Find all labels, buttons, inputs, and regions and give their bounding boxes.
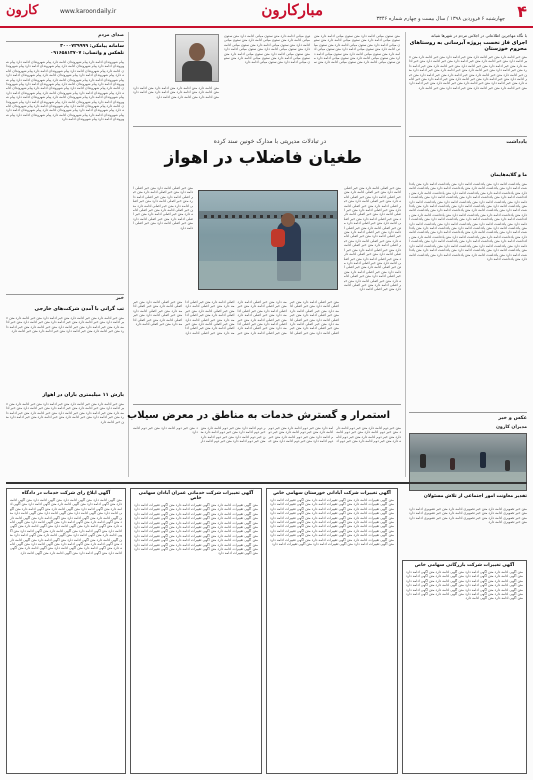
main-story-body-col1: متن خبر اصلی ادامه دارد متن خبر اصلی ادامه دارد متن خبر اصلی ادامه دارد متن خبر اصلی ادامه دارد متن خبر اصلی ادامه دارد متن خبر اصلی ادامه دارد متن خبر اصلی ادامه دارد متن خبر اصلی ادامه دارد متن خبر اصلی ادامه دارد متن خبر اصلی ادامه دارد متن خبر اصلی ادامه دارد متن خبر اصلی ادامه دارد متن خبر اصلی ادامه دارد متن خبر اصلی ادامه دارد متن خبر اصلی ادامه دارد متن خبر اصلی ادامه دارد متن خبر اصلی ادامه دارد متن خبر اصلی ادامه دارد متن خبر اصلی ادامه دارد متن خبر اصلی ادامه دارد متن خبر اصلی ادامه دارد متن خبر اصلی ادامه دارد متن خبر اصلی ادامه دارد متن خبر اصلی ادامه دارد متن خبر اصلی ادامه دارد متن خبر اصلی ادامه دارد متن خبر اصلی ادامه دارد متن خبر اصلی ادامه دارد متن خبر اصلی ادامه دارد متن خبر اصلی ادامه دارد متن خبر اصلی ادامه دارد متن خبر اصلی ادامه دارد متن خبر اصلی ادامه دارد متن خبر اصلی ادامه دارد متن خبر اصلی ادامه دارد متن خبر اصلی ادامه دارد متن خبر اصلی ادامه دارد [344, 186, 401, 292]
divider [133, 126, 401, 127]
ad-title: آگهی تغییرات شرکت آبادانی خوزستان سهامی خاص [273, 491, 391, 496]
ad-box-2 [130, 488, 262, 774]
top-center-body: متن ستون میانی ادامه دارد متن ستون میانی ادامه دارد متن ستون میانی ادامه دارد متن ستون میانی ادامه دارد متن ستون میانی ادامه دارد متن ستون میانی ادامه دارد متن ستون میانی ادامه دارد متن ستون میانی ادامه دارد متن ستون میانی ادامه دارد متن ستون میانی ادامه دارد متن ستون میانی ادامه دارد متن ستون میانی ادامه دارد متن ستون میانی ادامه دارد متن ستون میانی ادامه دارد متن ستون میانی ادامه دارد متن ستون میانی ادامه دارد متن ستون میانی ادامه دارد متن ستون میانی ادامه دارد متن ستون میانی ادامه دارد متن ستون میانی ادامه دارد متن ستون میانی ادامه دارد متن ستون میانی ادامه دارد متن ستون میانی ادامه دارد متن ستون میانی ادامه دارد متن ستون میانی ادامه دارد متن ستون میانی ادامه دارد متن ستون میانی ادامه دارد متن ستون میانی ادامه دارد متن ستون میانی ادامه دارد متن ستون میانی ادامه دارد [224, 34, 400, 65]
ad-body: متن آگهی تغییرات ادامه دارد متن آگهی تغییرات ادامه دارد متن آگهی تغییرات ادامه دارد متن آگهی تغییرات ادامه دارد متن آگهی تغییرات ادامه دارد متن آگهی تغییرات ادامه دارد متن آگهی تغییرات ادامه دارد متن آگهی تغییرات ادامه دارد متن آگهی تغییرات ادامه دارد متن آگهی تغییرات ادامه دارد متن آگهی تغییرات ادامه دارد متن آگهی تغییرات ادامه دارد متن آگهی تغییرات ادامه دارد متن آگهی تغییرات ادامه دارد متن آگهی تغییرات ادامه دارد متن آگهی تغییرات ادامه دارد متن آگهی تغییرات ادامه دارد متن آگهی تغییرات ادامه دارد متن آگهی تغییرات ادامه دارد متن آگهی تغییرات ادامه دارد متن آگهی تغییرات ادامه دارد متن آگهی تغییرات ادامه دارد متن آگهی تغییرات ادامه دارد متن آگهی تغییرات ادامه دارد متن آگهی تغییرات ادامه دارد متن آگهی تغییرات ادامه دارد متن آگهی تغییرات ادامه دارد متن آگهی تغییرات ادامه دارد متن آگهی تغییرات ادامه دارد متن آگهی تغییرات ادامه دارد متن آگهی تغییرات ادامه دارد متن آگهی تغییرات ادامه دارد متن آگهی تغییرات ادامه دارد متن آگهی تغییرات ادامه دارد [134, 503, 258, 556]
divider [133, 404, 401, 405]
ads-divider [6, 482, 527, 484]
main-story-body-lower: متن خبر اصلی ادامه دارد متن خبر اصلی ادامه دارد متن خبر اصلی ادامه دارد متن خبر اصلی ادامه دارد متن خبر اصلی ادامه دارد متن خبر اصلی ادامه دارد متن خبر اصلی ادامه دارد متن خبر اصلی ادامه دارد متن خبر اصلی ادامه دارد متن خبر اصلی ادامه دارد متن خبر اصلی ادامه دارد متن خبر اصلی ادامه دارد متن خبر اصلی ادامه دارد متن خبر اصلی ادامه دارد متن خبر اصلی ادامه دارد متن خبر اصلی ادامه دارد متن خبر اصلی ادامه دارد متن خبر اصلی ادامه دارد متن خبر اصلی ادامه دارد متن خبر اصلی ادامه دارد متن خبر اصلی ادامه دارد متن خبر اصلی ادامه دارد متن خبر اصلی ادامه دارد متن خبر اصلی ادامه دارد متن خبر اصلی ادامه دارد متن خبر اصلی ادامه دارد متن خبر اصلی ادامه دارد متن خبر اصلی ادامه دارد متن خبر اصلی ادامه دارد متن خبر اصلی ادامه دارد متن خبر اصلی ادامه دارد متن خبر اصلی ادامه دارد متن خبر اصلی ادامه دارد متن خبر اصلی ادامه دارد متن خبر اصلی ادامه دارد متن خبر اصلی ادامه دارد متن خبر اصلی ادامه دارد متن خبر اصلی ادامه دارد متن خبر اصلی ادامه دارد متن خبر اصلی ادامه دارد [133, 300, 339, 335]
divider [6, 41, 124, 42]
photo-section-title: مدیران کارون [496, 425, 527, 430]
left-column-body: پیام شهروندان ادامه دارد پیام شهروندان ادامه دارد پیام شهروندان ادامه دارد پیام شهروندان ادامه دارد پیام شهروندان ادامه دارد پیام شهروندان ادامه دارد پیام شهروندان ادامه دارد پیام شهروندان ادامه دارد پیام شهروندان ادامه دارد پیام شهروندان ادامه دارد پیام شهروندان ادامه دارد پیام شهروندان ادامه دارد پیام شهروندان ادامه دارد پیام شهروندان ادامه دارد پیام شهروندان ادامه دارد پیام شهروندان ادامه دارد پیام شهروندان ادامه دارد پیام شهروندان ادامه دارد پیام شهروندان ادامه دارد پیام شهروندان ادامه دارد پیام شهروندان ادامه دارد پیام شهروندان ادامه دارد پیام شهروندان ادامه دارد پیام شهروندان ادامه دارد پیام شهروندان ادامه دارد پیام شهروندان ادامه دارد پیام شهروندان ادامه دارد پیام شهروندان ادامه دارد پیام شهروندان ادامه دارد پیام شهروندان ادامه دارد پیام شهروندان ادامه دارد پیام شهروندان ادامه دارد پیام شهروندان ادامه دارد پیام شهروندان ادامه دارد پیام شهروندان ادامه دارد پیام شهروندان ادامه دارد پیام شهروندان ادامه دارد پیام شهروندان ادامه دارد پیام شهروندان ادامه دارد پیام شهروندان ادامه دارد پیام شهروندان ادامه دارد پیام شهروندان ادامه دارد پیام شهروندان ادامه دارد پیام شهروندان ادامه دارد [6, 60, 124, 122]
left-headline-2: بارش ۱۱ میلیمتری باران در اهواز [42, 392, 124, 398]
main-story-title: طغیان فاضلاب در اهواز [164, 148, 362, 168]
ad-title: آگهی تغییرات شرکت بازرگانی سهامی خاص [414, 563, 515, 568]
page-number: ۴ [517, 2, 527, 21]
top-right-headline: اجرای فاز نخست پروژه آبرسانی به روستاهای محروم خوزستان [409, 40, 527, 53]
left-headline: تب گرانی با آمدن شرکت‌های خارجی [34, 306, 124, 312]
left-story-body-2: متن خبر ادامه دارد متن خبر ادامه دارد متن خبر ادامه دارد متن خبر ادامه دارد متن خبر ادامه دارد متن خبر ادامه دارد متن خبر ادامه دارد متن خبر ادامه دارد متن خبر ادامه دارد متن خبر ادامه دارد متن خبر ادامه دارد متن خبر ادامه دارد متن خبر ادامه دارد متن خبر ادامه دارد متن خبر ادامه دارد متن خبر ادامه دارد متن خبر ادامه دارد متن خبر ادامه دارد [6, 402, 124, 424]
main-story-body-col2: متن خبر اصلی ادامه دارد متن خبر اصلی ادامه دارد متن خبر اصلی ادامه دارد متن خبر اصلی ادامه دارد متن خبر اصلی ادامه دارد متن خبر اصلی ادامه دارد متن خبر اصلی ادامه دارد متن خبر اصلی ادامه دارد متن خبر اصلی ادامه دارد متن خبر اصلی ادامه دارد متن خبر اصلی ادامه دارد متن خبر اصلی ادامه دارد متن خبر اصلی ادامه دارد متن خبر اصلی ادامه دارد متن خبر اصلی ادامه دارد [133, 186, 193, 230]
divider [6, 294, 124, 295]
photo-caption: تقدیر معاونت امور اجتماعی از تلاش مسئولان [423, 494, 527, 499]
ad-body: متن آگهی ادامه دارد متن آگهی ادامه دارد متن آگهی ادامه دارد متن آگهی ادامه دارد متن آگهی ادامه دارد متن آگهی ادامه دارد متن آگهی ادامه دارد متن آگهی ادامه دارد متن آگهی ادامه دارد متن آگهی ادامه دارد متن آگهی ادامه دارد متن آگهی ادامه دارد متن آگهی ادامه دارد متن آگهی ادامه دارد متن آگهی ادامه دارد متن آگهی ادامه دارد متن آگهی ادامه دارد متن آگهی ادامه دارد متن آگهی ادامه دارد متن آگهی ادامه دارد متن آگهی ادامه دارد متن آگهی ادامه دارد متن آگهی ادامه دارد متن آگهی ادامه دارد متن آگهی ادامه دارد متن آگهی ادامه دارد [406, 570, 523, 601]
second-story-body: متن خبر دوم ادامه دارد متن خبر دوم ادامه دارد متن خبر دوم ادامه دارد متن خبر دوم ادامه دارد متن خبر دوم ادامه دارد متن خبر دوم ادامه دارد متن خبر دوم ادامه دارد متن خبر دوم ادامه دارد متن خبر دوم ادامه دارد متن خبر دوم ادامه دارد متن خبر دوم ادامه دارد متن خبر دوم ادامه دارد متن خبر دوم ادامه دارد متن خبر دوم ادامه دارد متن خبر دوم ادامه دارد متن خبر دوم ادامه دارد متن خبر دوم ادامه دارد متن خبر دوم ادامه دارد متن خبر دوم ادامه دارد متن خبر دوم ادامه دارد متن خبر دوم ادامه دارد متن خبر دوم ادامه دارد متن خبر دوم ادامه دارد متن خبر دوم ادامه دارد متن خبر دوم ادامه دارد [133, 426, 401, 444]
ad-title: آگهی ابلاغ رای شرکت خدمات در دادگاه [21, 491, 111, 496]
main-story-kicker: در تبادلات مدیریتی با مدارک خونین سند کرده [213, 138, 327, 145]
ad-box-3 [266, 488, 398, 774]
left-story-body: متن خبر ادامه دارد متن خبر ادامه دارد متن خبر ادامه دارد متن خبر ادامه دارد متن خبر ادامه دارد متن خبر ادامه دارد متن خبر ادامه دارد متن خبر ادامه دارد متن خبر ادامه دارد متن خبر ادامه دارد متن خبر ادامه دارد متن خبر ادامه دارد متن خبر ادامه دارد متن خبر ادامه دارد متن خبر ادامه دارد متن خبر ادامه دارد متن خبر ادامه دارد [6, 316, 124, 334]
tel-number: تلفکس و واتساپ: ۰۹۱۶۵۸۱۳۷۰۷ [50, 51, 124, 56]
website-link[interactable]: www.karoondaily.ir [60, 8, 117, 15]
masthead-name: مبارکارون [261, 1, 323, 19]
logo: کارون [6, 3, 39, 18]
ad-title: آگهی تغییرات شرکت خدماتی عمران آبادان سهامی خاص [138, 491, 254, 501]
ad-box-4 [402, 560, 527, 774]
top-right-kicker: با نگاه مهاجرین اطلاعاتی در اجلاس مردم در شهرها شبانه [431, 33, 527, 38]
ad-box-1 [6, 488, 126, 774]
author-portrait [175, 34, 219, 82]
section-label: یادداشت [506, 139, 527, 145]
ad-body: متن آگهی ادامه دارد متن آگهی ادامه دارد متن آگهی ادامه دارد متن آگهی ادامه دارد متن آگهی ادامه دارد متن آگهی ادامه دارد متن آگهی ادامه دارد متن آگهی ادامه دارد متن آگهی ادامه دارد متن آگهی ادامه دارد متن آگهی ادامه دارد متن آگهی ادامه دارد متن آگهی ادامه دارد متن آگهی ادامه دارد متن آگهی ادامه دارد متن آگهی ادامه دارد متن آگهی ادامه دارد متن آگهی ادامه دارد متن آگهی ادامه دارد متن آگهی ادامه دارد متن آگهی ادامه دارد متن آگهی ادامه دارد متن آگهی ادامه دارد متن آگهی ادامه دارد متن آگهی ادامه دارد متن آگهی ادامه دارد متن آگهی ادامه دارد متن آگهی ادامه دارد متن آگهی ادامه دارد متن آگهی ادامه دارد متن آگهی ادامه دارد متن آگهی ادامه دارد متن آگهی ادامه دارد متن آگهی ادامه دارد متن آگهی ادامه دارد متن آگهی ادامه دارد متن آگهی ادامه دارد متن آگهی ادامه دارد متن آگهی ادامه دارد متن آگهی ادامه دارد متن آگهی ادامه دارد متن آگهی ادامه دارد متن آگهی ادامه دارد متن آگهی ادامه دارد متن آگهی ادامه دارد متن آگهی ادامه دارد متن آگهی ادامه دارد متن آگهی ادامه دارد متن آگهی ادامه دارد [10, 498, 122, 555]
column-divider [405, 32, 406, 477]
right-column-body: متن یادداشت ادامه دارد متن یادداشت ادامه دارد متن یادداشت ادامه دارد متن یادداشت ادامه دارد متن یادداشت ادامه دارد متن یادداشت ادامه دارد متن یادداشت ادامه دارد متن یادداشت ادامه دارد متن یادداشت ادامه دارد متن یادداشت ادامه دارد متن یادداشت ادامه دارد متن یادداشت ادامه دارد متن یادداشت ادامه دارد متن یادداشت ادامه دارد متن یادداشت ادامه دارد متن یادداشت ادامه دارد متن یادداشت ادامه دارد متن یادداشت ادامه دارد متن یادداشت ادامه دارد متن یادداشت ادامه دارد متن یادداشت ادامه دارد متن یادداشت ادامه دارد متن یادداشت ادامه دارد متن یادداشت ادامه دارد متن یادداشت ادامه دارد متن یادداشت ادامه دارد متن یادداشت ادامه دارد متن یادداشت ادامه دارد متن یادداشت ادامه دارد متن یادداشت ادامه دارد متن یادداشت ادامه دارد متن یادداشت ادامه دارد متن یادداشت ادامه دارد متن یادداشت ادامه دارد متن یادداشت ادامه دارد متن یادداشت ادامه دارد متن یادداشت ادامه دارد متن یادداشت ادامه دارد متن یادداشت ادامه دارد متن یادداشت ادامه دارد متن یادداشت ادامه دارد متن یادداشت ادامه دارد متن یادداشت ادامه دارد متن یادداشت ادامه دارد متن یادداشت ادامه دارد متن یادداشت ادامه دارد متن یادداشت ادامه دارد متن یادداشت ادامه دارد متن یادداشت ادامه دارد متن یادداشت ادامه دارد متن یادداشت ادامه دارد متن یادداشت ادامه دارد متن یادداشت ادامه دارد متن یادداشت ادامه دارد متن یادداشت ادامه دارد متن یادداشت ادامه دارد متن یادداشت ادامه دارد متن یادداشت ادامه دارد متن یادداشت ادامه دارد [409, 182, 527, 261]
date-line: چهارشنبه ۶ فروردین ۱۳۹۸ / سال بیست و چهارم شماره ۳۳۴۶ [376, 16, 505, 22]
portrait-side-body: متن ادامه دارد متن ادامه دارد متن ادامه دارد متن ادامه دارد متن ادامه دارد متن ادامه دارد متن ادامه دارد متن ادامه دارد متن ادامه دارد متن ادامه دارد متن ادامه دارد [133, 86, 219, 99]
divider [409, 136, 527, 137]
photo-story-body: متن خبر تصویری ادامه دارد متن خبر تصویری ادامه دارد متن خبر تصویری ادامه دارد متن خبر تصویری ادامه دارد متن خبر تصویری ادامه دارد متن خبر تصویری ادامه دارد متن خبر تصویری ادامه دارد متن خبر تصویری ادامه دارد متن خبر تصویری ادامه دارد متن خبر تصویری ادامه دارد [409, 507, 527, 525]
main-flood-photo [198, 190, 338, 290]
top-right-body: متن خبر ادامه دارد متن خبر ادامه دارد متن خبر ادامه دارد متن خبر ادامه دارد متن خبر ادامه دارد متن خبر ادامه دارد متن خبر ادامه دارد متن خبر ادامه دارد متن خبر ادامه دارد متن خبر ادامه دارد متن خبر ادامه دارد متن خبر ادامه دارد متن خبر ادامه دارد متن خبر ادامه دارد متن خبر ادامه دارد متن خبر ادامه دارد متن خبر ادامه دارد متن خبر ادامه دارد متن خبر ادامه دارد متن خبر ادامه دارد متن خبر ادامه دارد متن خبر ادامه دارد متن خبر ادامه دارد متن خبر ادامه دارد متن خبر ادامه دارد متن خبر ادامه دارد متن خبر ادامه دارد متن خبر ادامه دارد متن خبر ادامه دارد متن خبر ادامه دارد متن خبر ادامه دارد متن خبر ادامه دارد متن خبر ادامه دارد متن خبر ادامه دارد [409, 55, 527, 90]
ad-body: متن آگهی تغییرات ادامه دارد متن آگهی تغییرات ادامه دارد متن آگهی تغییرات ادامه دارد متن آگهی تغییرات ادامه دارد متن آگهی تغییرات ادامه دارد متن آگهی تغییرات ادامه دارد متن آگهی تغییرات ادامه دارد متن آگهی تغییرات ادامه دارد متن آگهی تغییرات ادامه دارد متن آگهی تغییرات ادامه دارد متن آگهی تغییرات ادامه دارد متن آگهی تغییرات ادامه دارد متن آگهی تغییرات ادامه دارد متن آگهی تغییرات ادامه دارد متن آگهی تغییرات ادامه دارد متن آگهی تغییرات ادامه دارد متن آگهی تغییرات ادامه دارد متن آگهی تغییرات ادامه دارد متن آگهی تغییرات ادامه دارد متن آگهی تغییرات ادامه دارد متن آگهی تغییرات ادامه دارد متن آگهی تغییرات ادامه دارد متن آگهی تغییرات ادامه دارد متن آگهی تغییرات ادامه دارد متن آگهی تغییرات ادامه دارد متن آگهی تغییرات ادامه دارد متن آگهی تغییرات ادامه دارد متن آگهی تغییرات ادامه دارد متن آگهی تغییرات ادامه دارد متن آگهی تغییرات ادامه دارد متن آگهی تغییرات ادامه دارد متن آگهی تغییرات ادامه دارد متن آگهی تغییرات ادامه دارد [270, 498, 394, 547]
sms-number: سامانه پیامکی: ۳۰۰۰۷۲۹۹۹۹ [60, 44, 124, 49]
section-label: صدای مردم [98, 33, 124, 38]
section-label: خبر [115, 296, 124, 301]
section-label: عکس و خبر [498, 415, 527, 421]
column-headline: ما و گلایه‌هایمان [490, 173, 527, 178]
divider [409, 412, 527, 413]
second-story-title: استمرار و گسترش خدمات به مناطق در معرض سیلاب [127, 410, 390, 421]
